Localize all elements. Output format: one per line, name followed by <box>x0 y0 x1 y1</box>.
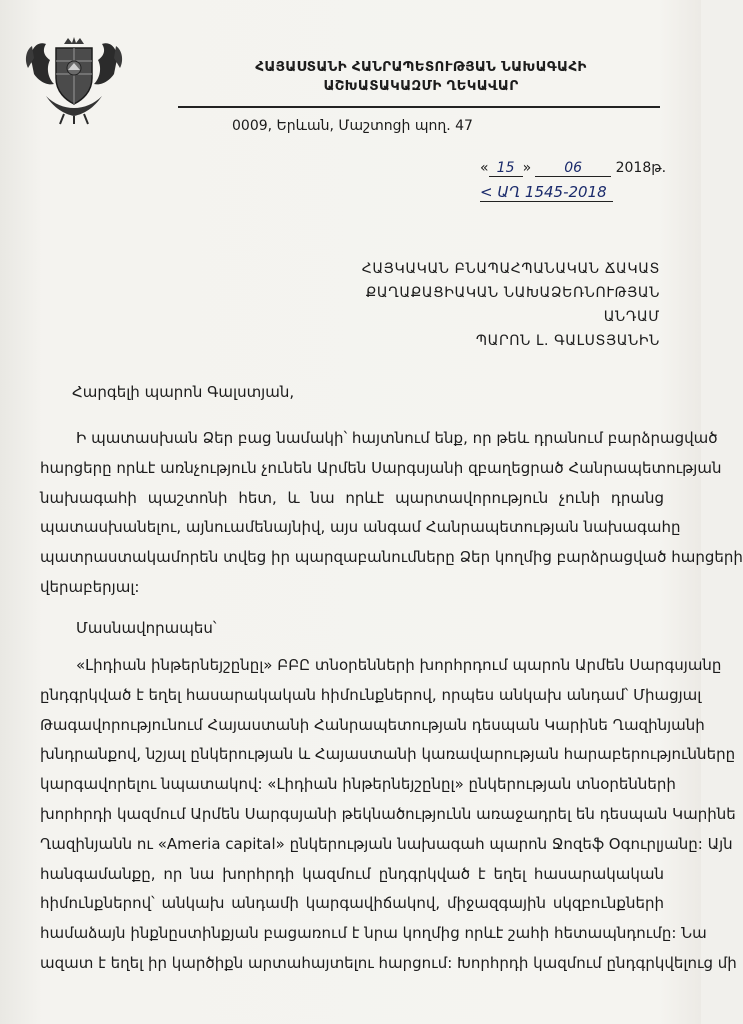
reference-number <box>480 183 613 202</box>
office-title <box>186 58 656 96</box>
date-month: 06 <box>535 160 611 177</box>
reference-number-value: ԱՂ 1545-2018 <box>497 183 607 201</box>
paragraph-line: ընդգրկված է եղել հասարակական հիմունքներով, որպես անկախ անդամ՝ Միացյալ <box>40 685 702 704</box>
paragraph-line: Ի պատասխան Ձեր բաց նամակի՝ հայտնում ենք, որ թեև դրանում բարձրացված <box>76 429 718 447</box>
date-year: 2018թ. <box>615 160 667 176</box>
paragraph-response <box>40 424 743 603</box>
office-title-line2: ԱՇԽԱՏԱԿԱԶՄԻ ՂԵԿԱՎԱՐ <box>323 78 519 94</box>
paragraph-line: Ղազինյանն ու «Ameria capital» ընկերության նախագահ պարոն Ջոզեֆ Օգուրլյանը: Այն <box>40 834 733 853</box>
recipient-line2: ՔԱՂԱՔԱՑԻԱԿԱՆ ՆԱԽԱՁԵՌՆՈՒԹՅԱՆ <box>365 285 660 301</box>
paragraph-line: համաձայն ինքնըստինքյան բացառում է նրա կողմից որևէ շահի հետապնդումը: Նա <box>40 924 707 943</box>
recipient-line4: ՊԱՐՈՆ Լ. ԳԱԼՍՏՅԱՆԻՆ <box>475 333 660 349</box>
paragraph-line: վերաբերյալ: <box>40 577 140 596</box>
paragraph-line: պատրաստակամորեն տվեց իր պարզաբանումները Ձեր կողմից բարձրացված հարցերի <box>40 548 743 567</box>
paragraph-details <box>40 651 737 979</box>
paragraph-line: հարցերը որևէ առնչություն չունեն Արմեն Սարգսյանի զբաղեցրած Հանրապետության <box>40 458 722 477</box>
date-open-quote: « <box>480 160 489 176</box>
paragraph-line: նախագահի պաշտոնի հետ, և նա որևէ պարտավորություն չունի դրանց <box>40 488 664 507</box>
date-day: 15 <box>489 160 523 177</box>
paragraph-line: խորհրդի կազմում Արմեն Սարգսյանի թեկնածությունն առաջադրել են դեսպան Կարինե <box>40 804 736 823</box>
salutation: Հարգելի պարոն Գալստյան, <box>72 383 295 401</box>
paragraph-line: կարգավորելու նպատակով: «Լիդիան ինթերնեյշընըլ» ընկերության տնօրենների <box>40 775 676 794</box>
date-line <box>480 160 666 177</box>
paragraph-line: պատասխանելու, այնուամենայնիվ, այս անգամ Հանրապետության նախագահը <box>40 518 681 537</box>
sender-address: 0009, Երևան, Մաշտոցի պող. 47 <box>232 118 473 134</box>
office-title-line1: ՀԱՅԱՍՏԱՆԻ ՀԱՆՐԱՊԵՏՈՒԹՅԱՆ ՆԱԽԱԳԱՀԻ <box>255 59 587 75</box>
reference-prefix: < <box>480 183 493 201</box>
specifically-label: Մասնավորապես՝ <box>76 619 217 637</box>
header-divider <box>178 106 660 108</box>
armenian-coat-of-arms-emblem <box>24 34 124 126</box>
paragraph-line: խնդրանքով, նշյալ ընկերության և Հայաստանի կառավարության հարաբերությունները <box>40 745 736 764</box>
recipient-block <box>300 257 660 353</box>
paragraph-line: «Լիդիան ինթերնեյշընըլ» ԲԲԸ տնօրենների խորհրդում պարոն Արմեն Սարգսյանը <box>76 656 722 674</box>
paragraph-line: ազատ է եղել իր կարծիքն արտահայտելու հարցում: Խորհրդի կազմում ընդգրկվելուց մի <box>40 953 737 972</box>
date-close-quote: » <box>522 160 532 176</box>
paragraph-line: հիմունքներով՝ անկախ անդամի կարգավիճակով, միջազգային սկզբունքների <box>40 894 664 913</box>
recipient-line3: ԱՆԴԱՄ <box>603 309 660 325</box>
recipient-line1: ՀԱՅԿԱԿԱՆ ԲՆԱՊԱՀՊԱՆԱԿԱՆ ՃԱԿԱՏ <box>361 261 660 277</box>
paragraph-line: Թագավորությունում Հայաստանի Հանրապետության դեսպան Կարինե Ղազինյանի <box>40 715 705 734</box>
paragraph-line: հանգամանքը, որ նա խորհրդի կազմում ընդգրկված է եղել հասարակական <box>40 864 664 883</box>
